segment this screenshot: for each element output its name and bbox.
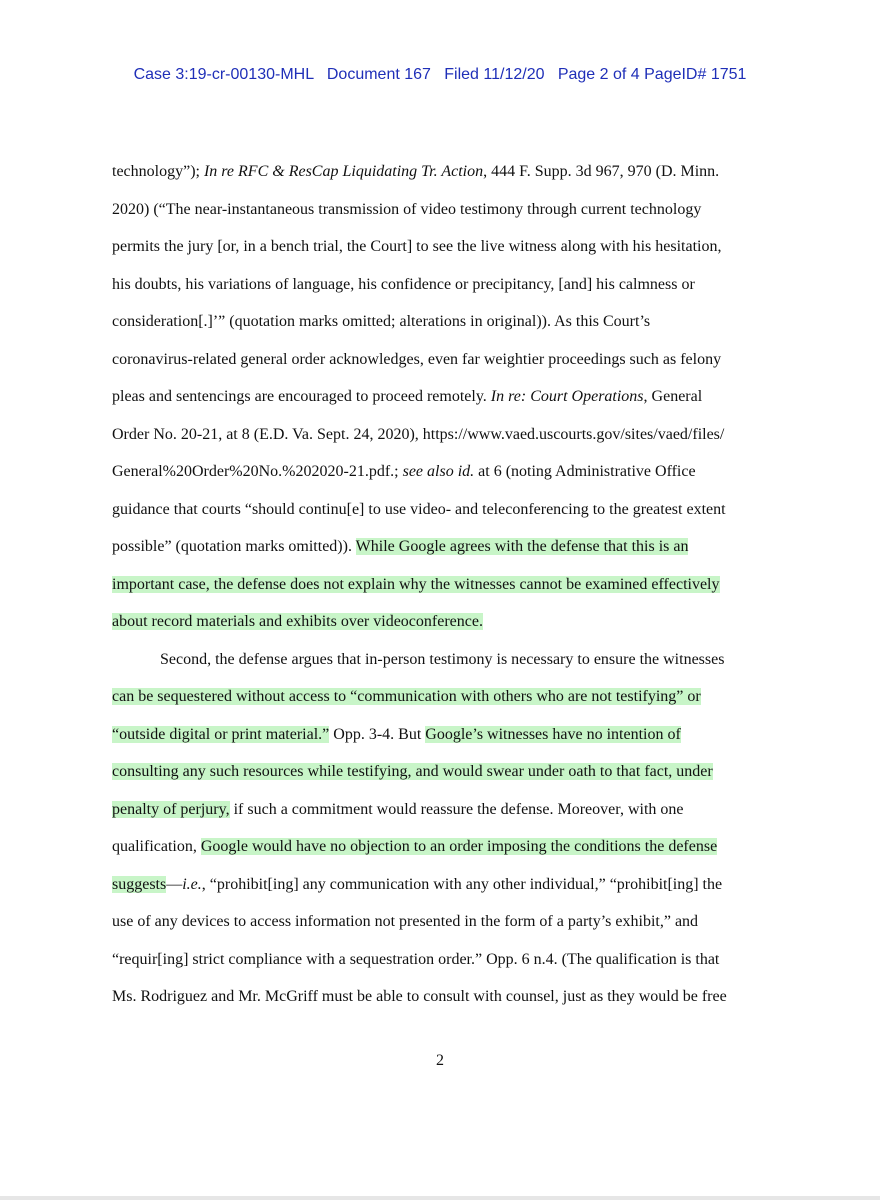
italic-text: i.e.	[182, 875, 202, 893]
text-line	[112, 791, 752, 829]
text-line	[112, 453, 752, 491]
text-line	[112, 678, 752, 716]
text-line	[112, 866, 752, 904]
page-id: Page 2 of 4 PageID# 1751	[557, 66, 747, 83]
text-line: his doubts, his variations of language, his confidence or precipitancy, [and] his calmness or	[112, 275, 695, 293]
text-line: 2020) (“The near-instantaneous transmission of video testimony through current technology	[112, 200, 702, 218]
highlighted-text: consulting any such resources while testifying, and would swear under oath to that fact, under	[112, 763, 713, 780]
text-line	[112, 528, 752, 566]
document-number: Document 167	[326, 66, 431, 83]
text-run: at 6 (noting Administrative Office	[474, 463, 696, 480]
signal-citation: see also id.	[402, 463, 475, 480]
document-body	[112, 153, 752, 1016]
highlighted-text: Google’s witnesses have no intention of	[425, 725, 681, 743]
text-run: technology”);	[112, 163, 204, 180]
text-line	[112, 753, 752, 791]
text-line: consideration[.]’” (quotation marks omitted; alterations in original)). As this Court’s	[112, 313, 651, 330]
highlighted-text: “outside digital or print material.”	[112, 725, 330, 743]
text-run: General%20Order%20No.%202020-21.pdf.;	[112, 463, 403, 480]
case-citation: In re RFC & ResCap Liquidating Tr. Action	[203, 163, 484, 180]
text-line: coronavirus-related general order acknowledges, even far weightier proceedings such as felony	[112, 350, 722, 368]
page-number: 2	[436, 1052, 444, 1069]
case-citation: In re: Court Operations	[490, 388, 644, 405]
highlighted-text: Google would have no objection to an order imposing the conditions the defense	[200, 838, 718, 855]
text-run: , General	[643, 388, 703, 405]
text-run: —	[166, 875, 183, 893]
text-line: Ms. Rodriguez and Mr. McGriff must be able to consult with counsel, just as they would be free	[112, 988, 727, 1005]
text-run: , “prohibit[ing] any communication with any other individual,” “prohibit[ing] the	[201, 875, 723, 893]
highlighted-text: about record materials and exhibits over videoconference.	[112, 613, 483, 630]
text-line	[112, 716, 752, 754]
text-line	[112, 828, 752, 866]
text-line: use of any devices to access information not presented in the form of a party’s exhibit,” and	[112, 913, 699, 930]
text-run: Opp. 3-4. But	[329, 725, 426, 743]
text-run: pleas and sentencings are encouraged to proceed remotely.	[112, 388, 491, 405]
page-bottom-edge	[0, 1196, 880, 1200]
case-number: Case 3:19-cr-00130-MHL	[133, 66, 314, 83]
text-line: permits the jury [or, in a bench trial, the Court] to see the live witness along with his hesitation,	[112, 238, 722, 255]
text-line	[112, 566, 752, 604]
text-line: “requir[ing] strict compliance with a sequestration order.” Opp. 6 n.4. (The qualification is that	[112, 950, 720, 968]
text-run: possible” (quotation marks omitted)).	[112, 538, 356, 555]
ecf-header	[0, 66, 880, 84]
text-line: Order No. 20-21, at 8 (E.D. Va. Sept. 24, 2020), https://www.vaed.uscourts.gov/sites/vaed/files/	[112, 425, 725, 443]
text-run: , 444 F. Supp. 3d 967, 970 (D. Minn.	[483, 163, 720, 180]
highlighted-text: While Google agrees with the defense that this is an	[355, 538, 689, 555]
highlighted-text: penalty of perjury,	[112, 800, 230, 818]
highlighted-text: important case, the defense does not explain why the witnesses cannot be examined effectively	[112, 575, 720, 593]
text-run: if such a commitment would reassure the defense. Moreover, with one	[229, 800, 684, 818]
text-line	[112, 603, 752, 641]
text-run: qualification,	[112, 838, 201, 855]
highlighted-text: suggests	[112, 875, 167, 893]
paragraph-start-line: Second, the defense argues that in-person testimony is necessary to ensure the witnesses	[160, 650, 725, 668]
text-line	[112, 153, 752, 191]
filed-date: Filed 11/12/20	[444, 66, 545, 83]
highlighted-text: can be sequestered without access to “communication with others who are not testifying” or	[112, 688, 701, 705]
text-line	[112, 378, 752, 416]
text-line: guidance that courts “should continu[e] to use video- and teleconferencing to the greatest extent	[112, 500, 726, 518]
